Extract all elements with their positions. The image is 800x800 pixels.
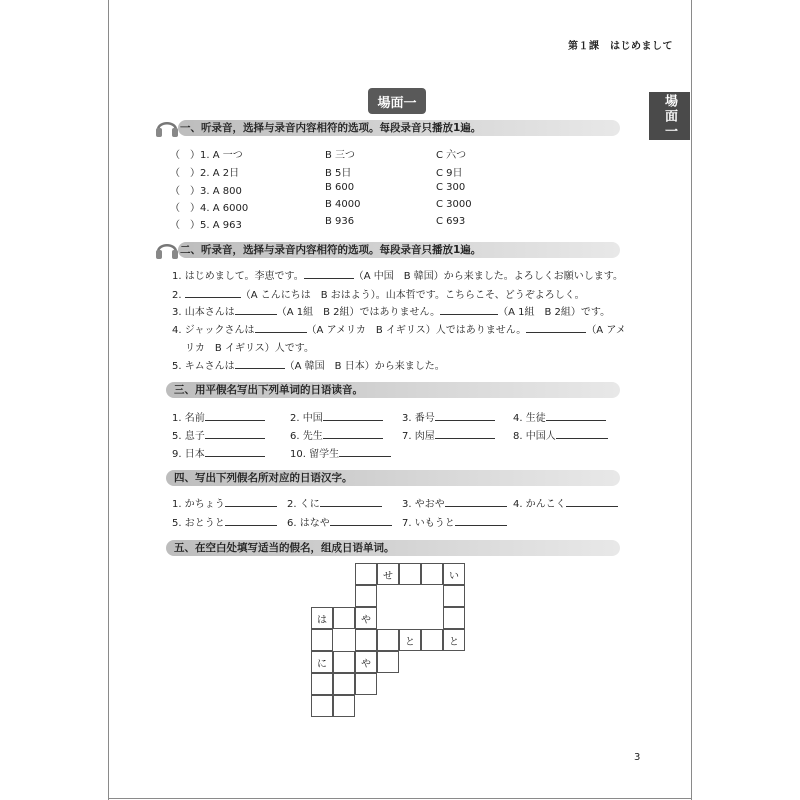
section2-title: 二、听录音，选择与录音内容相符的选项。每段录音只播放1遍。 <box>178 242 620 258</box>
grid-cell-filled: と <box>443 629 465 651</box>
grid-cell-blank[interactable] <box>311 629 333 651</box>
answer-blank[interactable] <box>435 410 495 421</box>
side-tab: 場面一 <box>649 92 690 140</box>
section1-title: 一、听录音，选择与录音内容相符的选项。每段录音只播放1遍。 <box>178 120 620 136</box>
grid-cell-filled: と <box>399 629 421 651</box>
grid-cell-blank[interactable] <box>355 673 377 695</box>
answer-blank[interactable] <box>445 496 507 507</box>
grid-cell-filled: に <box>311 651 333 673</box>
s3-item: 3. 番号 <box>402 409 495 424</box>
answer-blank[interactable] <box>225 496 277 507</box>
grid-cell-blank[interactable] <box>311 673 333 695</box>
grid-cell-blank[interactable] <box>377 629 399 651</box>
s2-item-5: 5. キムさんは （A 韓国 B 日本）から来ました。 <box>172 357 445 372</box>
page-border <box>108 798 692 799</box>
headphone-icon <box>155 238 179 260</box>
grid-cell-blank[interactable] <box>355 629 377 651</box>
s3-item: 4. 生徒 <box>513 409 606 424</box>
s2-item-4: 4. ジャックさんは （A アメリカ B イギリス）人ではありません。 （A アメ <box>172 321 626 336</box>
grid-cell-blank[interactable] <box>399 563 421 585</box>
s4-item: 2. くに <box>287 495 382 510</box>
grid-cell-blank[interactable] <box>311 695 333 717</box>
answer-blank[interactable] <box>205 410 265 421</box>
answer-blank[interactable] <box>330 515 392 526</box>
s2-item-4-cont: リカ B イギリス）人です。 <box>185 343 314 354</box>
grid-cell-blank[interactable] <box>443 585 465 607</box>
s2-item-1: 1. はじめまして。李恵です。 （A 中国 B 韓国）から来ました。よろしくお願いします。 <box>172 267 623 282</box>
s4-item: 6. はなや <box>287 514 392 529</box>
answer-blank[interactable] <box>546 410 606 421</box>
grid-cell-filled: は <box>311 607 333 629</box>
s1-item: （ ）5. A 963 B 936 C 693 <box>170 216 466 231</box>
answer-blank[interactable] <box>205 428 265 439</box>
s2-item-2: 2. （A こんにちは B おはよう）。山本哲です。こちらこそ、どうぞよろしく。 <box>172 286 585 301</box>
scene-title: 場面一 <box>368 88 426 114</box>
s3-item: 2. 中国 <box>290 409 383 424</box>
answer-blank[interactable] <box>205 446 265 457</box>
grid-cell-blank[interactable] <box>355 563 377 585</box>
answer-blank[interactable] <box>225 515 277 526</box>
grid-cell-filled: や <box>355 607 377 629</box>
s4-item: 4. かんこく <box>513 495 618 510</box>
s3-item: 5. 息子 <box>172 427 265 442</box>
page-number: 3 <box>634 752 641 763</box>
answer-blank[interactable] <box>339 446 391 457</box>
s2-item-3: 3. 山本さんは （A 1組 B 2組）ではありません。 （A 1組 B 2組）です。 <box>172 303 610 318</box>
s3-item: 9. 日本 <box>172 445 265 460</box>
running-head: 第１課 はじめまして <box>568 41 673 52</box>
s4-item: 7. いもうと <box>402 514 507 529</box>
section3-title: 三、用平假名写出下列单词的日语读音。 <box>166 382 620 398</box>
s3-item: 8. 中国人 <box>513 427 608 442</box>
s3-item: 7. 肉屋 <box>402 427 495 442</box>
s1-item: （ ）3. A 800 B 600 C 300 <box>170 182 466 197</box>
s1-item: （ ）4. A 6000 B 4000 C 3000 <box>170 199 472 214</box>
grid-cell-blank[interactable] <box>333 673 355 695</box>
section4-title: 四、写出下列假名所对应的日语汉字。 <box>166 470 620 486</box>
s4-item: 3. やおや <box>402 495 507 510</box>
answer-blank[interactable] <box>320 496 382 507</box>
grid-cell-filled: や <box>355 651 377 673</box>
s3-item: 10. 留学生 <box>290 445 391 460</box>
grid-cell-blank[interactable] <box>355 585 377 607</box>
grid-cell-filled: い <box>443 563 465 585</box>
s3-item: 1. 名前 <box>172 409 265 424</box>
grid-cell-filled: せ <box>377 563 399 585</box>
answer-blank[interactable] <box>566 496 618 507</box>
section5-title: 五、在空白处填写适当的假名，组成日语单词。 <box>166 540 620 556</box>
answer-blank[interactable] <box>556 428 608 439</box>
s3-item: 6. 先生 <box>290 427 383 442</box>
s4-item: 1. かちょう <box>172 495 277 510</box>
s1-item: （ ）2. A 2日 B 5日 C 9日 <box>170 168 463 179</box>
grid-cell-blank[interactable] <box>333 651 355 673</box>
headphone-icon <box>155 116 179 138</box>
grid-cell-blank[interactable] <box>421 563 443 585</box>
answer-blank[interactable] <box>435 428 495 439</box>
grid-cell-blank[interactable] <box>443 607 465 629</box>
answer-blank[interactable] <box>323 410 383 421</box>
grid-cell-blank[interactable] <box>421 629 443 651</box>
grid-cell-blank[interactable] <box>377 651 399 673</box>
grid-cell-blank[interactable] <box>333 695 355 717</box>
answer-blank[interactable] <box>455 515 507 526</box>
grid-cell-blank[interactable] <box>333 607 355 629</box>
s4-item: 5. おとうと <box>172 514 277 529</box>
s1-item: （ ）1. A 一つ B 三つ C 六つ <box>170 150 467 161</box>
answer-blank[interactable] <box>323 428 383 439</box>
